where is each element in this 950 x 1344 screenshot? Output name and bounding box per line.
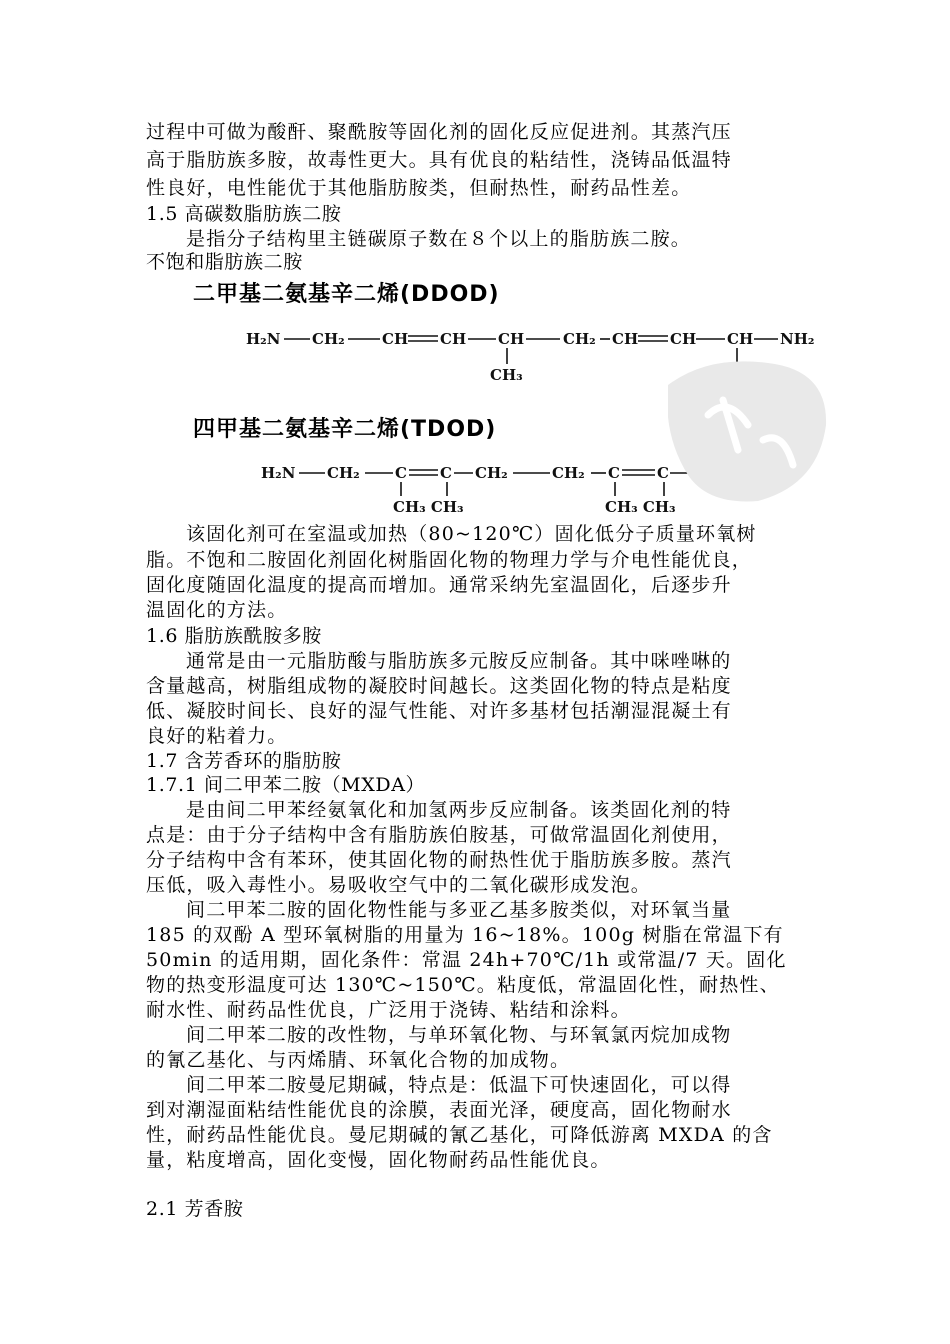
text-line: 间二甲苯二胺的改性物，与单环氧化物、与环氧氯丙烷加成物 (186, 1024, 732, 1046)
text-line: 该固化剂可在室温或加热（80~120℃）固化低分子质量环氧树 (186, 523, 757, 545)
formula-atom: H₂N (246, 330, 281, 348)
text-line: 是由间二甲苯经氨氧化和加氢两步反应制备。该类固化剂的特 (186, 799, 732, 821)
formula-atom: C (608, 464, 620, 482)
formula-atom: CH₂ (327, 464, 360, 482)
text-line: 良好的粘着力。 (146, 725, 288, 747)
tdod-title: 四甲基二氨基辛二烯(TDOD) (193, 417, 497, 442)
formula-atom: CH (727, 330, 754, 348)
ddod-title: 二甲基二氨基辛二烯(DDOD) (193, 282, 500, 307)
text-line: 间二甲苯二胺曼尼期碱，特点是：低温下可快速固化，可以得 (186, 1074, 732, 1096)
section-heading: 1.6 脂肪族酰胺多胺 (146, 625, 322, 647)
text-line: 分子结构中含有苯环，使其固化物的耐热性优于脂肪族多胺。蒸汽 (146, 849, 732, 871)
text-line: 物的热变形温度可达 130℃~150℃。粘度低，常温固化性，耐热性、 (146, 974, 780, 996)
text-line: 性良好，电性能优于其他脂肪胺类，但耐热性，耐药品性差。 (146, 177, 692, 199)
formula-substituent: CH₃ (490, 366, 523, 384)
text-line: 温固化的方法。 (146, 599, 288, 621)
section-heading: 1.7 含芳香环的脂肪胺 (146, 750, 342, 772)
text-line: 量，粘度增高，固化变慢，固化物耐药品性能优良。 (146, 1149, 611, 1171)
formula-atom: C (395, 464, 407, 482)
text-line: 间二甲苯二胺的固化物性能与多亚乙基多胺类似，对环氧当量 (186, 899, 732, 921)
subheading: 不饱和脂肪族二胺 (146, 251, 303, 273)
text-line: 到对潮湿面粘结性能优良的涂膜，表面光泽，硬度高，固化物耐水 (146, 1099, 732, 1121)
text-line: 通常是由一元脂肪酸与脂肪族多元胺反应制备。其中咪唑啉的 (186, 650, 732, 672)
text-line: 低、凝胶时间长、良好的湿气性能、对许多基材包括潮湿混凝土有 (146, 700, 732, 722)
formula-atom: CH (612, 330, 639, 348)
text-line: 是指分子结构里主链碳原子数在８个以上的脂肪族二胺。 (186, 228, 692, 250)
subsection-heading: 1.7.1 间二甲苯二胺（MXDA） (146, 774, 426, 796)
formula-atom: C (657, 464, 669, 482)
text-line: 性，耐药品性能优良。曼尼期碱的氰乙基化，可降低游离 MXDA 的含 (146, 1124, 773, 1146)
formula-atom: CH (382, 330, 409, 348)
text-line: 点是：由于分子结构中含有脂肪族伯胺基，可做常温固化剂使用， (146, 824, 732, 846)
formula-atom: CH₂ (312, 330, 345, 348)
text-line: 固化度随固化温度的提高而增加。通常采纳先室温固化，后逐步升 (146, 574, 732, 596)
text-line: 过程中可做为酸酐、聚酰胺等固化剂的固化反应促进剂。其蒸汽压 (146, 121, 732, 143)
section-heading: 2.1 芳香胺 (146, 1198, 244, 1220)
text-line: 耐水性、耐药品性优良，广泛用于浇铸、粘结和涂料。 (146, 999, 631, 1021)
formula-atom: NH₂ (780, 330, 815, 348)
formula-atom: H₂N (261, 464, 296, 482)
formula-atom: CH (440, 330, 467, 348)
text-line: 高于脂肪族多胺，故毒性更大。具有优良的粘结性，浇铸品低温特 (146, 149, 732, 171)
formula-substituent: CH₃ CH₃ (393, 498, 464, 516)
text-line: 压低，吸入毒性小。易吸收空气中的二氧化碳形成发泡。 (146, 874, 652, 896)
text-line: 脂。不饱和二胺固化剂固化树脂固化物的物理力学与介电性能优良， (146, 549, 753, 571)
formula-atom: CH₂ (552, 464, 585, 482)
section-heading: 1.5 高碳数脂肪族二胺 (146, 203, 342, 225)
formula-atom: CH (498, 330, 525, 348)
text-line: 的氰乙基化、与丙烯腈、环氧化合物的加成物。 (146, 1049, 571, 1071)
formula-atom: CH₂ (475, 464, 508, 482)
seal-watermark (668, 355, 828, 509)
formula-atom: CH₂ (563, 330, 596, 348)
text-line: 含量越高，树脂组成物的凝胶时间越长。这类固化物的特点是粘度 (146, 675, 732, 697)
text-line: 185 的双酚 A 型环氧树脂的用量为 16~18%。100g 树脂在常温下有 (146, 924, 784, 946)
formula-atom: CH (670, 330, 697, 348)
text-line: 50min 的适用期，固化条件：常温 24h+70℃/1h 或常温/7 天。固化 (146, 949, 787, 971)
formula-atom: C (440, 464, 452, 482)
formula-substituent: CH₃ CH₃ (605, 498, 676, 516)
